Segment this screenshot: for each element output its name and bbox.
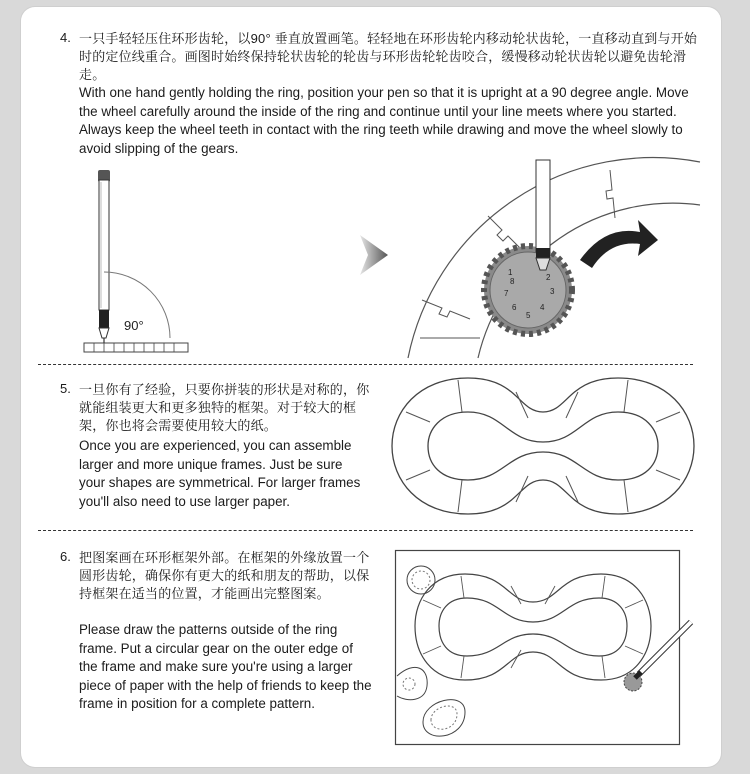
ring-strip-icon: [84, 343, 188, 352]
section-divider: [38, 364, 693, 365]
section-divider: [38, 530, 693, 531]
figure-eight-frame-illustration: [388, 372, 698, 520]
step-4-english-text: With one hand gently holding the ring, position your pen so that it is upright at a 90 degree angle. Move the wheel carefully around the inside of the ring and continue until your line meets where you started. Always keep the wheel teeth in contact with the ring teeth while drawing and move the wheel slowly to avoid slipping of the gears.: [79, 85, 689, 156]
angle-label: 90°: [124, 318, 144, 333]
step-4-chinese-text: 一只手轻轻压住环形齿轮，以90° 垂直放置画笔。轻轻地在环形齿轮内移动轮状齿轮，一直移动直到与开始时的定位线重合。画图时始终保持轮状齿轮的轮齿与环形齿轮轮齿咬合，缓慢移动轮状齿轮以避免齿轮滑走。: [79, 31, 698, 82]
ring-wheel-diagram: [400, 160, 700, 360]
wheel-number: 5: [526, 311, 531, 320]
pen-upright-illustration: [80, 160, 190, 360]
step-5-number: 5.: [60, 381, 71, 396]
wheel-number: 2: [546, 273, 551, 282]
step-6-chinese-text: 把图案画在环形框架外部。在框架的外缘放置一个圆形齿轮，确保你有更大的纸和朋友的帮助，以保持框架在适当的位置，才能画出完整图案。: [79, 550, 370, 601]
pen-icon: [98, 170, 110, 343]
pen-icon: [536, 160, 550, 270]
step-5-chinese-text: 一旦你有了经验，只要你拼装的形状是对称的，你就能组装更大和更多独特的框架。对于较大的框架，你也将会需要使用较大的纸。: [79, 382, 370, 433]
wheel-number: 8: [510, 277, 515, 286]
wheel-number: 1: [508, 268, 513, 277]
curved-arrow-icon: [580, 220, 658, 268]
wheel-number: 6: [512, 303, 517, 312]
gear-wheel-icon: [484, 246, 572, 334]
wheel-number: 7: [504, 289, 509, 298]
step-6-english-text: Please draw the patterns outside of the ring frame. Put a circular gear on the outer edge of the frame and make sure you're using a larger piece of paper with the help of friends to keep the frame in position for a complete pattern.: [79, 622, 372, 711]
outer-drawing-illustration: [395, 550, 695, 746]
arrow-right-icon: [360, 235, 388, 275]
step-5-english-text: Once you are experienced, you can assemble larger and more unique frames. Just be sure your shapes are symmetrical. For larger frames you'll also need to use larger paper.: [79, 438, 361, 509]
step-4-number: 4.: [60, 30, 71, 45]
wheel-number: 3: [550, 287, 555, 296]
wheel-number: 4: [540, 303, 545, 312]
step-6-number: 6.: [60, 549, 71, 564]
